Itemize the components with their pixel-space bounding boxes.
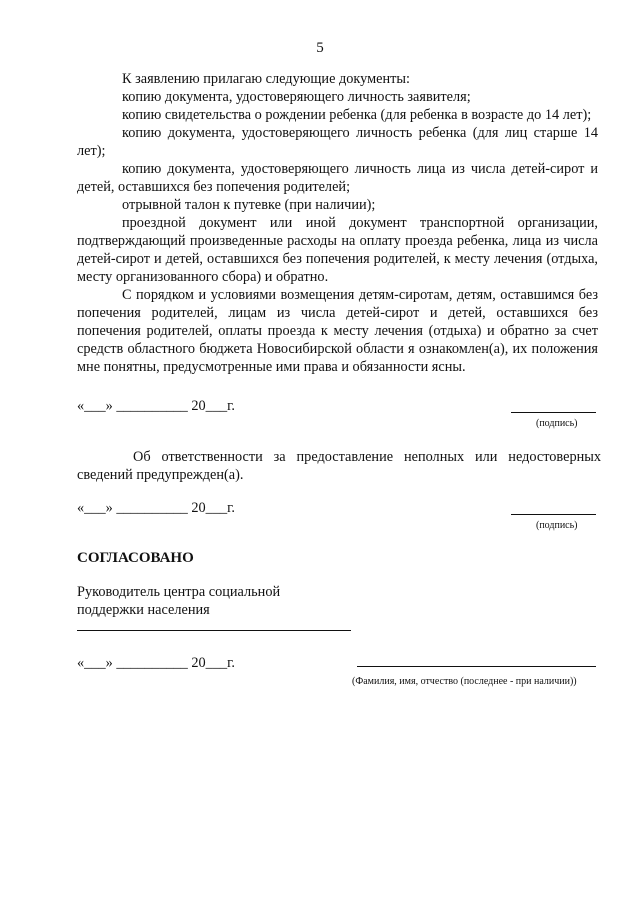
signature-caption: (подпись): [536, 520, 578, 531]
signature-line: [511, 412, 596, 413]
approved-heading: СОГЛАСОВАНО: [77, 550, 194, 566]
document-item: копию свидетельства о рождении ребенка (для ребенка в возрасте до 14 лет);: [122, 107, 592, 123]
document-item: проездной документ или иной документ транспортной организации, подтверждающий произведенные расходы на оплату проезда ребенка, лица из числа детей-сирот и детей, оставшихся без попечения родителей, к месту лечения (отдыха, месту организованного сбора) и обратно.: [77, 215, 598, 285]
document-item: отрывной талон к путевке (при наличии);: [122, 197, 376, 213]
page-number: 5: [316, 40, 324, 56]
signature-caption: (подпись): [536, 418, 578, 429]
signature-line: [511, 514, 596, 515]
date-field: «___» __________ 20___г.: [77, 500, 235, 516]
document-item: копию документа, удостоверяющего личность ребенка (для лиц старше 14 лет);: [77, 125, 598, 159]
acknowledgement-text: С порядком и условиями возмещения детям-сиротам, детям, оставшимся без попечения родителей, лицам из числа детей-сирот и детей, оставшихся без попечения родителей, оплаты проезда к месту лечения (отдыха) и обратно за счет средств областного бюджета Новосибирской области я ознакомлен(а), их положения мне понятны, предусмотренные ими права и обязанности ясны.: [77, 287, 598, 375]
fio-caption: (Фамилия, имя, отчество (последнее - при наличии)): [352, 676, 577, 687]
attached-documents-section: [77, 70, 598, 376]
document-item: копию документа, удостоверяющего личность заявителя;: [122, 89, 471, 105]
head-title: [77, 583, 280, 619]
responsibility-notice: Об ответственности за предоставление неполных или недостоверных сведений предупрежден(а).: [77, 449, 601, 483]
date-field: «___» __________ 20___г.: [77, 655, 235, 671]
head-signature-line: [77, 630, 351, 631]
head-title-line: Руководитель центра социальной: [77, 584, 281, 600]
document-item: копию документа, удостоверяющего личность лица из числа детей-сирот и детей, оставшихся без попечения родителей;: [77, 161, 598, 195]
date-field: «___» __________ 20___г.: [77, 398, 235, 414]
fio-line: [357, 666, 596, 667]
documents-intro: К заявлению прилагаю следующие документы:: [122, 71, 410, 87]
head-title-line: поддержки населения: [77, 602, 210, 618]
